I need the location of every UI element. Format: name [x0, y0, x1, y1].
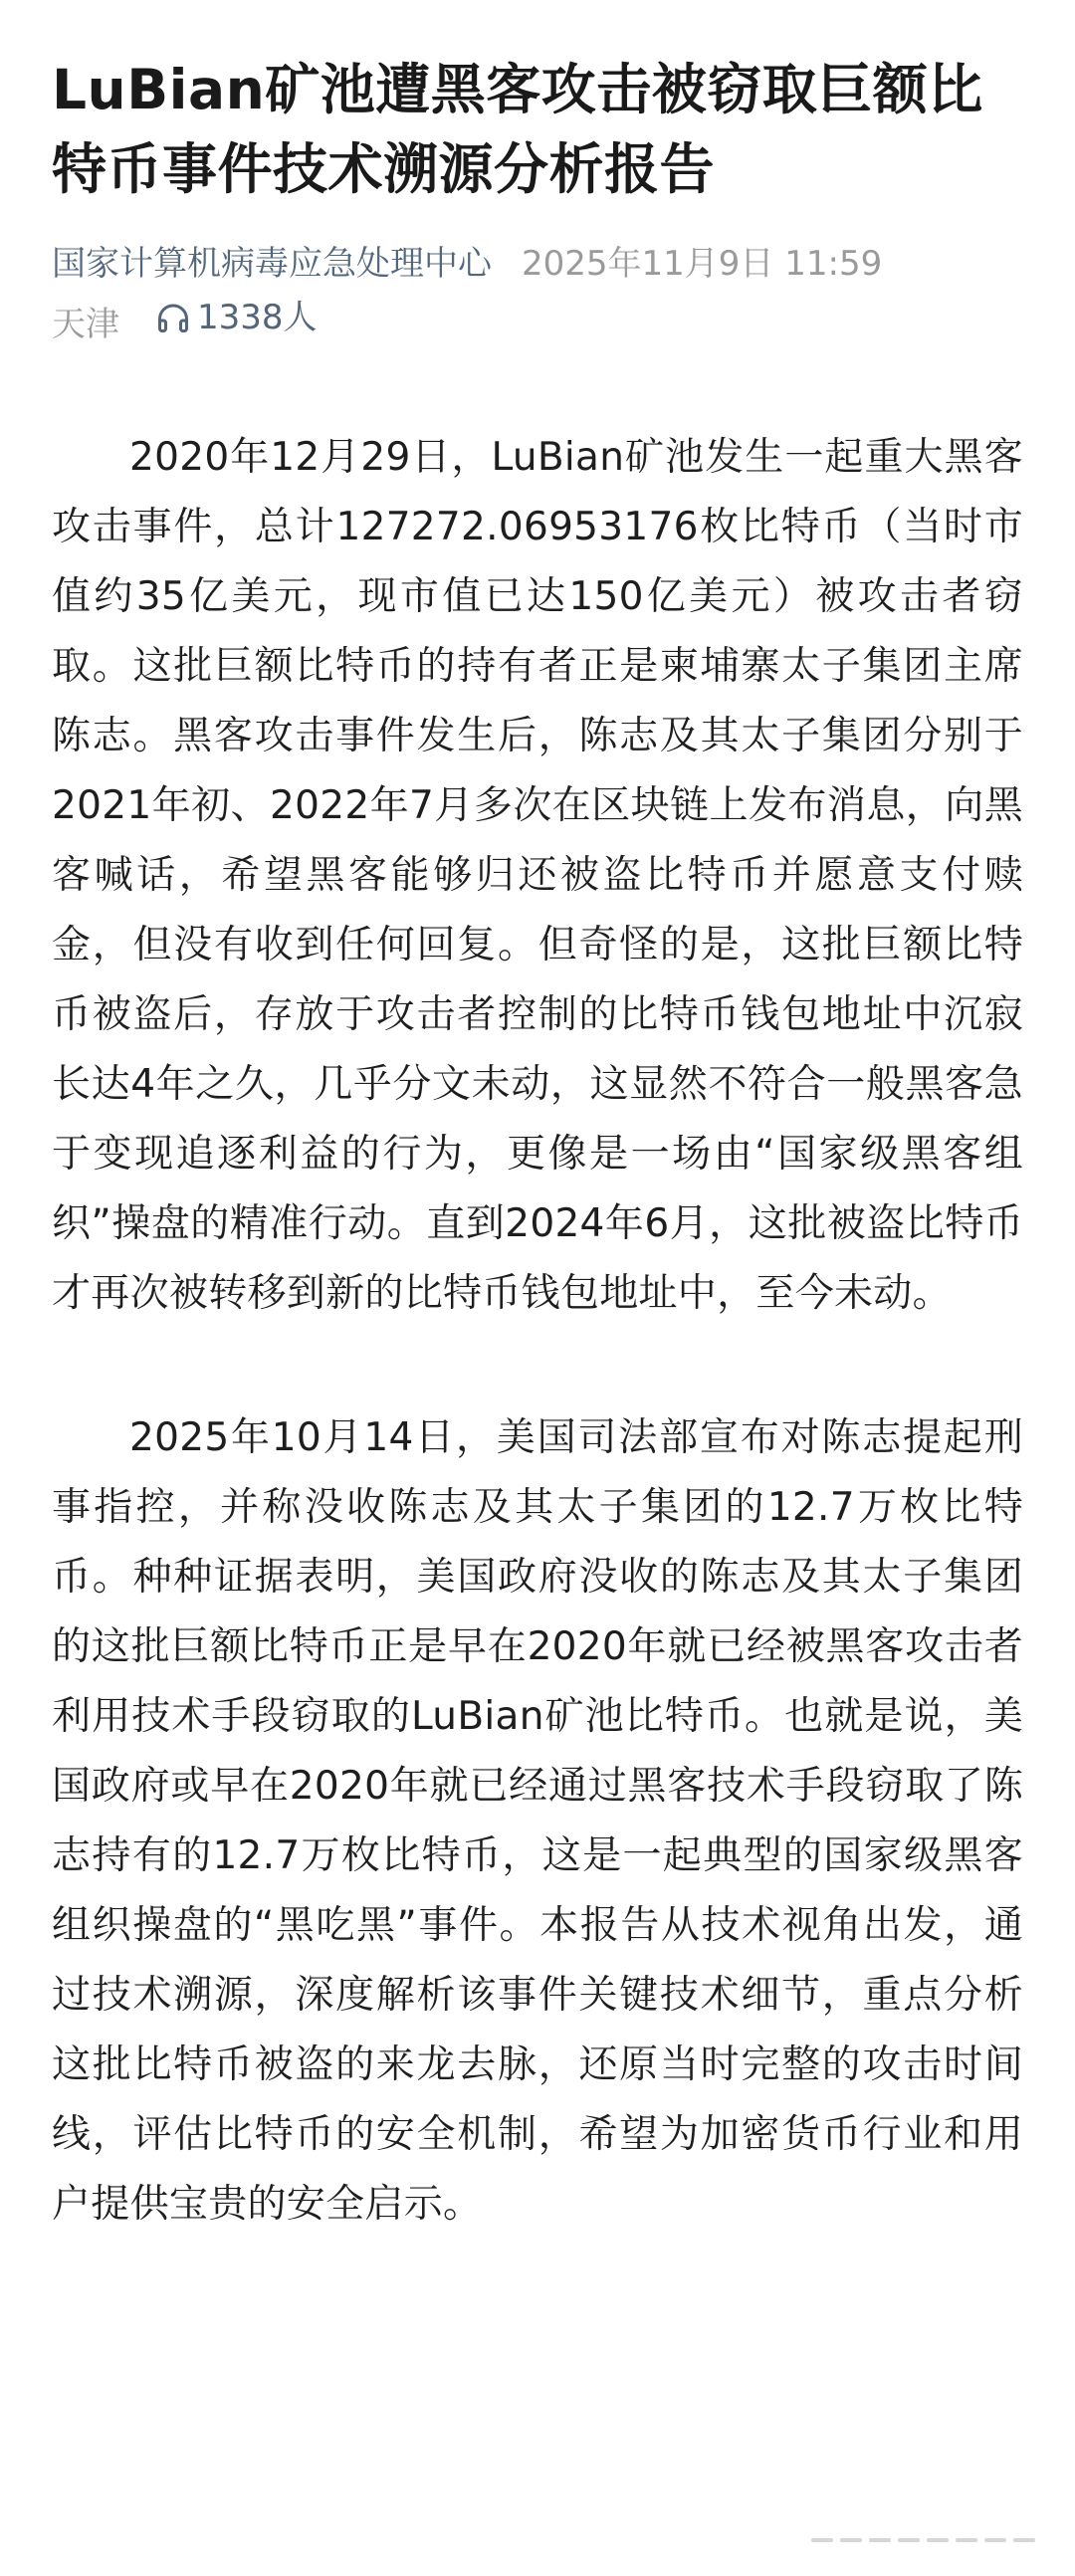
source-link[interactable]: 国家计算机病毒应急处理中心 — [52, 244, 492, 284]
article-body — [52, 423, 1023, 2240]
listen-button[interactable] — [155, 291, 318, 344]
pager-dot — [869, 2538, 891, 2542]
pager-dot — [898, 2538, 920, 2542]
article-title: LuBian矿池遭黑客攻击被窃取巨额比特币事件技术溯源分析报告 — [52, 58, 983, 201]
article-meta — [52, 237, 1023, 351]
meta-row-location — [52, 291, 1023, 351]
pager-dot — [956, 2538, 977, 2542]
pager-dot — [1013, 2538, 1035, 2542]
pager-dot — [927, 2538, 949, 2542]
publish-date: 2025年11月9日 11:59 — [522, 244, 883, 284]
meta-row-source — [52, 237, 1023, 291]
paragraph-1: 2020年12月29日，LuBian矿池发生一起重大黑客攻击事件，总计127272.06953176枚比特币（当时市值约35亿美元，现市值已达150亿美元）被攻击者窃取。这批巨额比特币的持有者正是柬埔寨太子集团主席陈志。黑客攻击事件发生后，陈志及其太子集团分别于2021年初、2022年7月多次在区块链上发布消息，向黑客喊话，希望黑客能够归还被盗比特币并愿意支付赎金，但没有收到任何回复。但奇怪的是，这批巨额比特币被盗后，存放于攻击者控制的比特币钱包地址中沉寂长达4年之久，几乎分文未动，这显然不符合一般黑客急于变现追逐利益的行为，更像是一场由“国家级黑客组织”操盘的精准行动。直到2024年6月，这批被盗比特币才再次被转移到新的比特币钱包地址中，至今未动。 — [52, 435, 1023, 1316]
headphones-icon — [155, 300, 191, 335]
pager-dot — [811, 2538, 833, 2542]
location-label: 天津 — [52, 305, 119, 344]
pager-dot — [840, 2538, 862, 2542]
pager-dot — [984, 2538, 1006, 2542]
pagination-indicator — [811, 2538, 1035, 2542]
listen-count: 1338人 — [197, 298, 318, 337]
paragraph-2: 2025年10月14日，美国司法部宣布对陈志提起刑事指控，并称没收陈志及其太子集团的12.7万枚比特币。种种证据表明，美国政府没收的陈志及其太子集团的这批巨额比特币正是早在2020年就已经被黑客攻击者利用技术手段窃取的LuBian矿池比特币。也就是说，美国政府或早在2020年就已经通过黑客技术手段窃取了陈志持有的12.7万枚比特币，这是一起典型的国家级黑客组织操盘的“黑吃黑”事件。本报告从技术视角出发，通过技术溯源，深度解析该事件关键技术细节，重点分析这批比特币被盗的来龙去脉，还原当时完整的攻击时间线，评估比特币的安全机制，希望为加密货币行业和用户提供宝贵的安全启示。 — [52, 1415, 1023, 2227]
